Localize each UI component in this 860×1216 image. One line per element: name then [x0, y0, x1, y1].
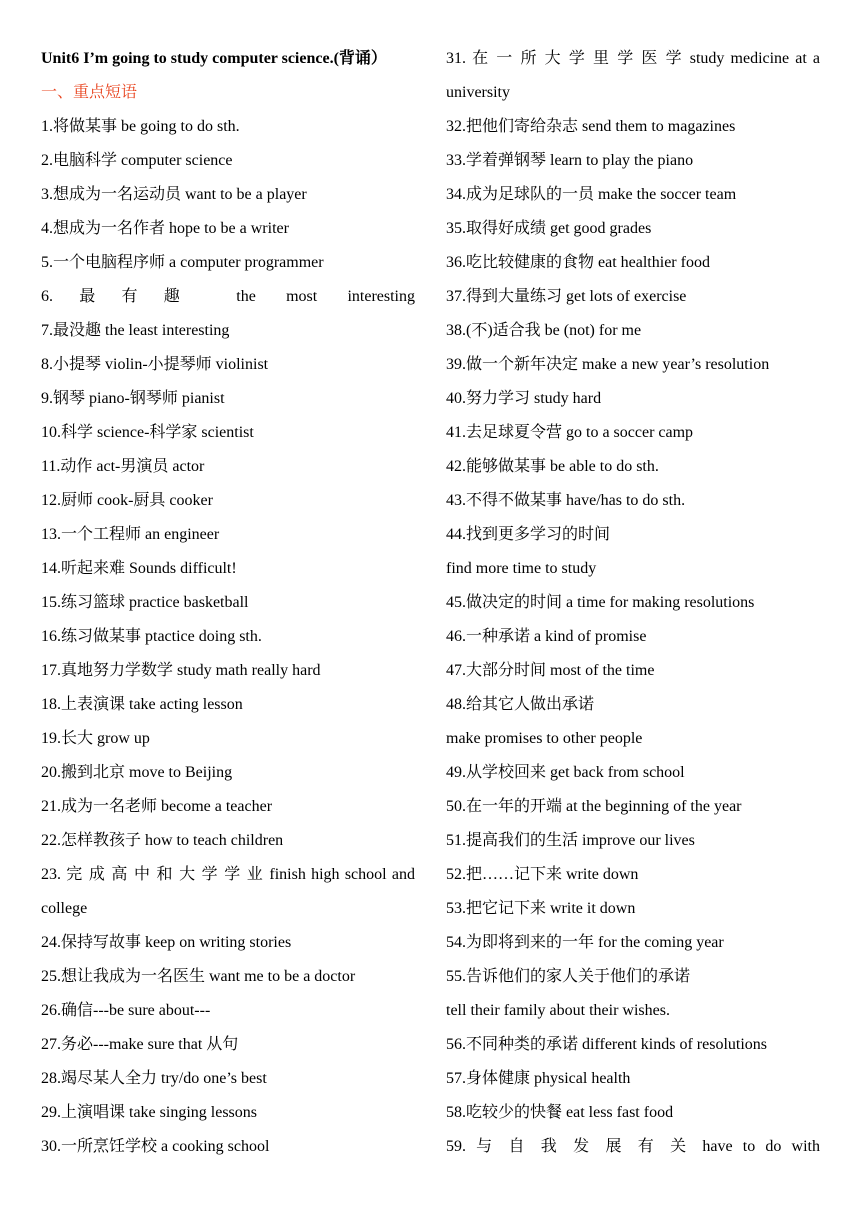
phrase-line: 16.练习做某事 ptactice doing sth.: [41, 628, 262, 645]
phrase-line: 59. 与 自 我 发 展 有 关 have to do with: [446, 1138, 820, 1155]
phrase-line: 27.务必---make sure that 从句: [41, 1036, 239, 1053]
phrase-line: 10.科学 science-科学家 scientist: [41, 424, 254, 441]
phrase-line: 33.学着弹钢琴 learn to play the piano: [446, 152, 694, 169]
phrase-line: 19.长大 grow up: [41, 730, 150, 747]
phrase-line: 1.将做某事 be going to do sth.: [41, 118, 240, 135]
phrase-line: 4.想成为一名作者 hope to be a writer: [41, 220, 289, 237]
section-heading: 一、重点短语: [41, 84, 138, 101]
phrase-line: 12.厨师 cook-厨具 cooker: [41, 492, 213, 509]
document-title: Unit6 I’m going to study computer science.(背诵）: [41, 50, 387, 67]
phrase-line: 31. 在 一 所 大 学 里 学 医 学 study medicine at a: [446, 50, 820, 67]
phrase-line: 5.一个电脑程序师 a computer programmer: [41, 254, 324, 271]
phrase-line: 30.一所烹饪学校 a cooking school: [41, 1138, 270, 1155]
phrase-line: 53.把它记下来 write it down: [446, 900, 636, 917]
phrase-line: 37.得到大量练习 get lots of exercise: [446, 288, 687, 305]
phrase-line: 34.成为足球队的一员 make the soccer team: [446, 186, 737, 203]
phrase-line: 50.在一年的开端 at the beginning of the year: [446, 798, 742, 815]
phrase-line: 39.做一个新年决定 make a new year’s resolution: [446, 356, 770, 373]
phrase-line: 51.提高我们的生活 improve our lives: [446, 832, 695, 849]
phrase-line: 47.大部分时间 most of the time: [446, 662, 655, 679]
phrase-line: 24.保持写故事 keep on writing stories: [41, 934, 292, 951]
phrase-line: 18.上表演课 take acting lesson: [41, 696, 243, 713]
phrase-line: find more time to study: [446, 560, 597, 577]
phrase-line: university: [446, 84, 510, 101]
phrase-line: 36.吃比较健康的食物 eat healthier food: [446, 254, 710, 271]
phrase-line: 28.竭尽某人全力 try/do one’s best: [41, 1070, 267, 1087]
phrase-line: college: [41, 900, 88, 917]
phrase-line: 58.吃较少的快餐 eat less fast food: [446, 1104, 674, 1121]
phrase-line: 7.最没趣 the least interesting: [41, 322, 230, 339]
phrase-line: 44.找到更多学习的时间: [446, 526, 611, 543]
phrase-line: 26.确信---be sure about---: [41, 1002, 211, 1019]
phrase-line: 6.最有趣 the most interesting: [41, 288, 415, 305]
phrase-line: 15.练习篮球 practice basketball: [41, 594, 249, 611]
phrase-line: 54.为即将到来的一年 for the coming year: [446, 934, 724, 951]
phrase-line: 29.上演唱课 take singing lessons: [41, 1104, 257, 1121]
phrase-line: 42.能够做某事 be able to do sth.: [446, 458, 659, 475]
phrase-line: 38.(不)适合我 be (not) for me: [446, 322, 642, 339]
phrase-line: 13.一个工程师 an engineer: [41, 526, 220, 543]
phrase-line: 41.去足球夏令营 go to a soccer camp: [446, 424, 694, 441]
phrase-line: 35.取得好成绩 get good grades: [446, 220, 652, 237]
phrase-line: 11.动作 act-男演员 actor: [41, 458, 205, 475]
phrase-line: 14.听起来难 Sounds difficult!: [41, 560, 237, 577]
phrase-line: 46.一种承诺 a kind of promise: [446, 628, 647, 645]
phrase-line: 43.不得不做某事 have/has to do sth.: [446, 492, 686, 509]
phrase-line: 20.搬到北京 move to Beijing: [41, 764, 233, 781]
phrase-line: make promises to other people: [446, 730, 643, 747]
phrase-line: 57.身体健康 physical health: [446, 1070, 631, 1087]
phrase-line: 2.电脑科学 computer science: [41, 152, 233, 169]
phrase-line: 48.给其它人做出承诺: [446, 696, 595, 713]
phrase-line: 9.钢琴 piano-钢琴师 pianist: [41, 390, 225, 407]
phrase-line: 56.不同种类的承诺 different kinds of resolutions: [446, 1036, 768, 1053]
phrase-line: 52.把……记下来 write down: [446, 866, 639, 883]
left-phrase-list: [41, 110, 415, 1164]
phrase-line: 55.告诉他们的家人关于他们的承诺: [446, 968, 691, 985]
phrase-line: 3.想成为一名运动员 want to be a player: [41, 186, 307, 203]
phrase-line: 49.从学校回来 get back from school: [446, 764, 685, 781]
phrase-line: 32.把他们寄给杂志 send them to magazines: [446, 118, 736, 135]
phrase-line: 45.做决定的时间 a time for making resolutions: [446, 594, 755, 611]
phrase-line: 8.小提琴 violin-小提琴师 violinist: [41, 356, 269, 373]
phrase-line: 23. 完 成 高 中 和 大 学 学 业 finish high school and: [41, 866, 415, 883]
left-column: [41, 42, 415, 1164]
phrase-line: 25.想让我成为一名医生 want me to be a doctor: [41, 968, 356, 985]
right-column: [446, 42, 820, 1164]
phrase-line: 21.成为一名老师 become a teacher: [41, 798, 273, 815]
phrase-line: tell their family about their wishes.: [446, 1002, 670, 1019]
phrase-line: 22.怎样教孩子 how to teach children: [41, 832, 284, 849]
right-phrase-list: [446, 42, 820, 1164]
phrase-line: 17.真地努力学数学 study math really hard: [41, 662, 321, 679]
phrase-line: 40.努力学习 study hard: [446, 390, 602, 407]
